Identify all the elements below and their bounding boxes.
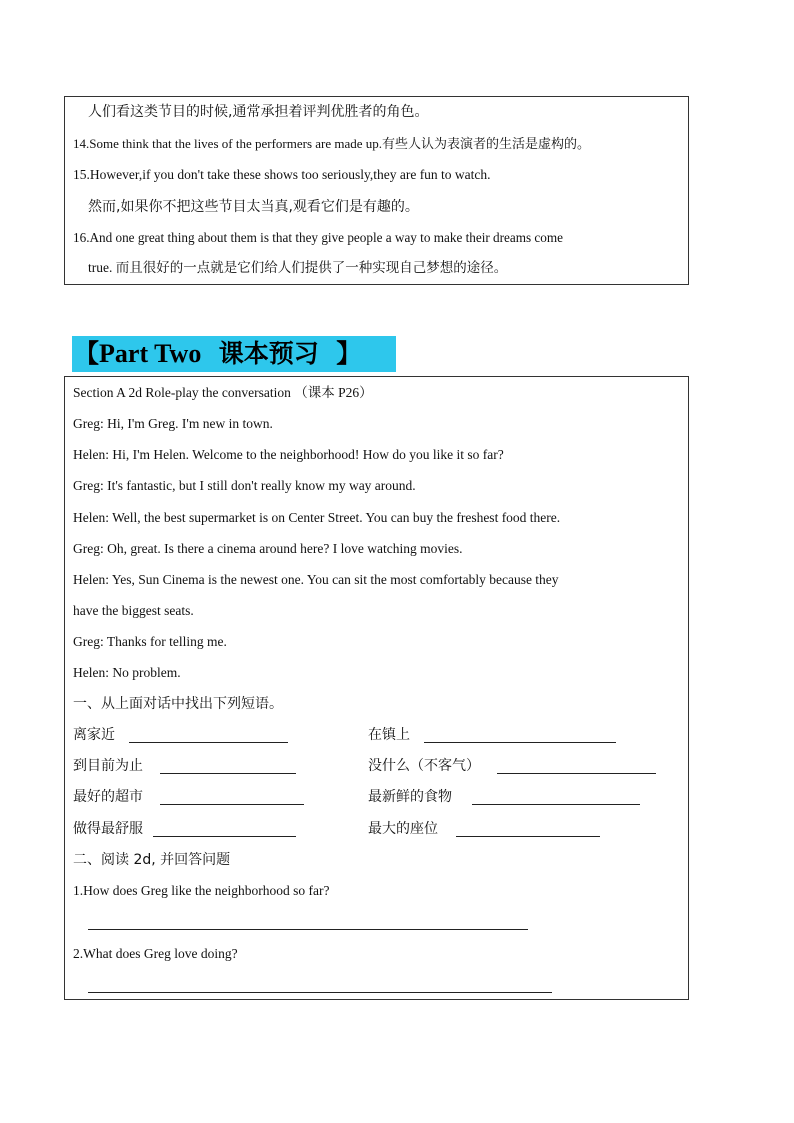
answer-line-1[interactable]: [88, 929, 528, 930]
dialog-line-2: Helen: Hi, I'm Helen. Welcome to the neighborhood! How do you like it so far?: [73, 447, 504, 462]
phrase-in-town: 在镇上: [368, 727, 410, 743]
reading-question-2: 2.What does Greg love doing?: [73, 946, 238, 961]
heading-open-bracket: 【: [74, 339, 100, 368]
phrase-biggest-seats: 最大的座位: [368, 821, 438, 837]
box1-line-5: 16.And one great thing about them is that they give people a way to make their dreams come: [73, 230, 563, 245]
heading-chinese: 课本预习: [218, 339, 319, 368]
phrase-near-home: 离家近: [73, 727, 115, 743]
box1-line-3: 15.However,if you don't take these shows too seriously,they are fun to watch.: [73, 167, 491, 182]
blank-most-comfortably[interactable]: [153, 836, 296, 837]
box1-line-1: 人们看这类节目的时候,通常承担着评判优胜者的角色。: [88, 104, 429, 120]
blank-in-town[interactable]: [424, 742, 616, 743]
question-two-title: 二、阅读 2d, 并回答问题: [73, 852, 231, 868]
blank-so-far[interactable]: [160, 773, 296, 774]
reading-question-1: 1.How does Greg like the neighborhood so far?: [73, 883, 330, 898]
heading-english: Part Two: [99, 339, 202, 368]
phrase-freshest-food: 最新鲜的食物: [368, 789, 452, 805]
dialog-line-1: Greg: Hi, I'm Greg. I'm new in town.: [73, 416, 273, 431]
dialog-line-4: Helen: Well, the best supermarket is on Center Street. You can buy the freshest food there.: [73, 510, 561, 525]
dialog-line-9: Helen: No problem.: [73, 665, 181, 680]
box1-line-6: true. 而且很好的一点就是它们给人们提供了一种实现自己梦想的途径。: [88, 260, 508, 275]
blank-near-home[interactable]: [129, 742, 288, 743]
phrase-best-supermarket: 最好的超市: [73, 789, 143, 805]
box1-line-4: 然而,如果你不把这些节目太当真,观看它们是有趣的。: [88, 199, 419, 215]
dialog-line-8: Greg: Thanks for telling me.: [73, 634, 227, 649]
preview-box: [64, 376, 689, 1000]
heading-close-bracket: 】: [336, 339, 362, 368]
blank-best-supermarket[interactable]: [160, 804, 304, 805]
dialog-line-5: Greg: Oh, great. Is there a cinema around here? I love watching movies.: [73, 541, 463, 556]
dialog-line-3: Greg: It's fantastic, but I still don't really know my way around.: [73, 478, 416, 493]
question-one-title: 一、从上面对话中找出下列短语。: [73, 696, 283, 712]
phrase-most-comfortably: 做得最舒服: [73, 821, 143, 837]
phrase-so-far: 到目前为止: [73, 758, 143, 774]
dialog-line-6: Helen: Yes, Sun Cinema is the newest one. You can sit the most comfortably because they: [73, 572, 559, 587]
blank-no-problem[interactable]: [497, 773, 656, 774]
section-label: Section A 2d Role-play the conversation （课本 P26）: [73, 385, 373, 400]
blank-biggest-seats[interactable]: [456, 836, 600, 837]
blank-freshest-food[interactable]: [472, 804, 640, 805]
box1-line-2: 14.Some think that the lives of the performers are made up.有些人认为表演者的生活是虚构的。: [73, 136, 591, 151]
phrase-no-problem: 没什么（不客气）: [368, 758, 480, 774]
answer-line-2[interactable]: [88, 992, 552, 993]
translation-box: [64, 96, 689, 285]
dialog-line-7: have the biggest seats.: [73, 603, 194, 618]
part-two-heading: [72, 336, 396, 372]
